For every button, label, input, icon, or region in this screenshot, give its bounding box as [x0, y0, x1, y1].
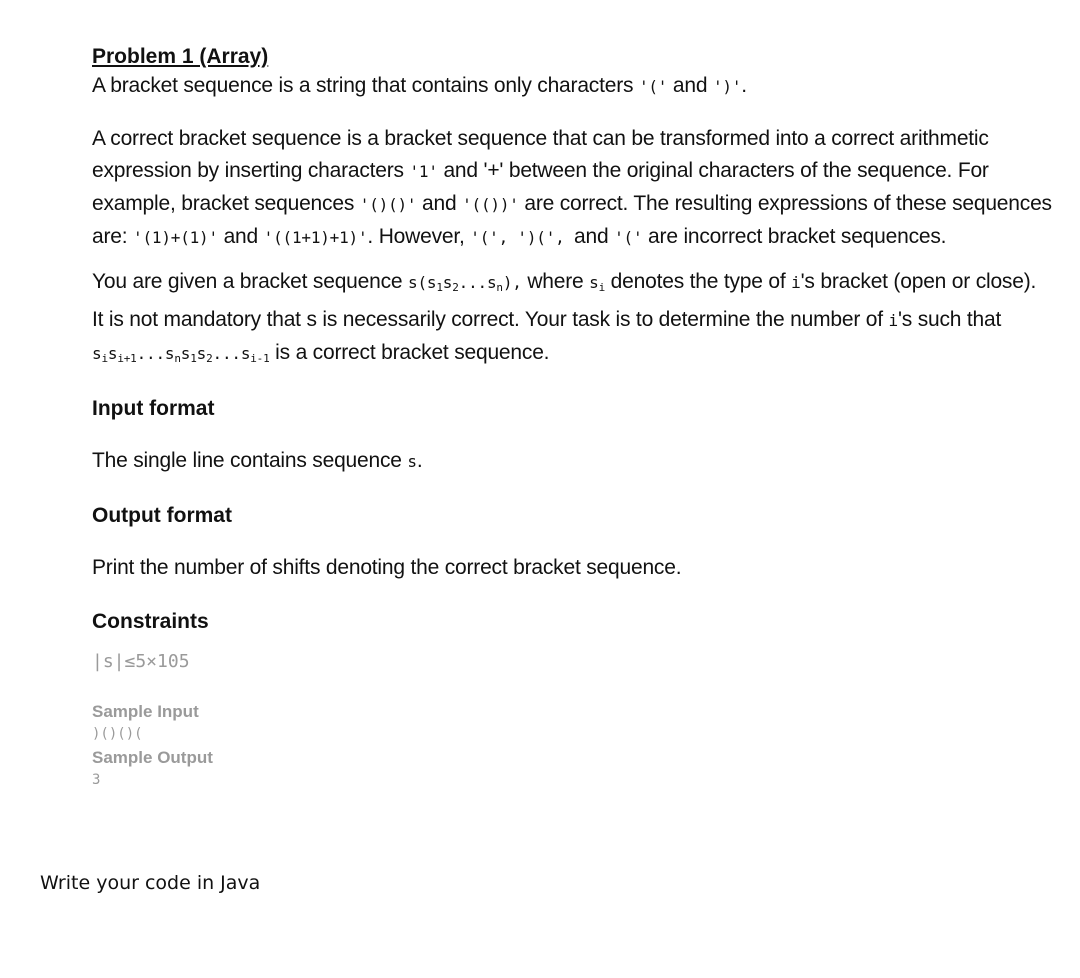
definition-code: '(1)+(1)' — [133, 228, 218, 247]
intro-text: . — [741, 74, 747, 97]
definition-text: . However, — [367, 225, 471, 248]
task-code: i — [888, 311, 898, 330]
definition-code: '()()' — [359, 195, 417, 214]
output-format-text: Print the number of shifts denoting the correct bracket sequence. — [92, 556, 682, 579]
definition-text: A correct bracket sequence is a bracket sequence that can be transformed into a correct arithmetic expression by inserting characters — [92, 127, 989, 182]
task-code: i — [791, 273, 801, 292]
definition-text: and '+' between the original characters of the sequence. For example, bracket sequences — [92, 159, 989, 215]
task-code: $s(s_1s_2...s_n)$, — [408, 273, 522, 294]
sample-output-label: Sample Output — [92, 748, 213, 767]
task-text: 's such that — [897, 308, 1002, 331]
task-text: 's bracket (open or close). It is not mandatory that s is necessarily correct. Your task is to determine the number of — [92, 270, 1037, 331]
sample-block — [92, 700, 1052, 792]
definition-code: '(', ')(', — [470, 228, 575, 247]
intro-code: ')' — [712, 77, 742, 96]
intro-paragraph — [92, 70, 1052, 103]
problem-document — [92, 44, 1052, 792]
task-paragraph — [92, 266, 1052, 375]
task-text: You are given a bracket sequence — [92, 270, 409, 293]
definition-paragraph — [92, 123, 1052, 254]
intro-code: '(' — [638, 77, 668, 96]
constraint-text: |s|≤5×105 — [92, 651, 190, 672]
intro-text: and — [667, 74, 713, 97]
task-text: is a correct bracket sequence. — [269, 341, 550, 364]
output-format-heading: Output format — [92, 504, 232, 527]
footer-instruction: Write your code in Java — [40, 872, 261, 894]
sample-input-label: Sample Input — [92, 702, 199, 721]
definition-text: and — [416, 192, 463, 215]
definition-text: and — [574, 225, 615, 248]
problem-title: Problem 1 (Array) — [92, 45, 269, 68]
input-format-text: The single line contains sequence s. — [92, 449, 423, 472]
definition-code: '(())' — [462, 195, 519, 214]
definition-text: and — [217, 225, 264, 248]
sample-output-value: 3 — [92, 772, 101, 788]
definition-code: '1' — [409, 162, 438, 181]
input-format-heading: Input format — [92, 397, 215, 420]
definition-text: are incorrect bracket sequences. — [642, 225, 947, 248]
definition-code: '((1+1)+1)' — [263, 228, 368, 247]
constraints-heading: Constraints — [92, 610, 209, 633]
definition-code: '(' — [614, 228, 643, 247]
task-text: denotes the type of — [605, 270, 792, 293]
intro-text: A bracket sequence is a string that contains only characters — [92, 74, 639, 97]
task-code: $s_is_{i+1}...s_ns_1s_2...s_{i-1}$ — [92, 344, 270, 365]
task-code: $s_i$ — [589, 273, 606, 294]
sample-input-value: )()()( — [92, 726, 143, 742]
task-text: where — [521, 270, 590, 293]
definition-text: are correct. The resulting expressions of these sequences are: — [92, 192, 1052, 248]
